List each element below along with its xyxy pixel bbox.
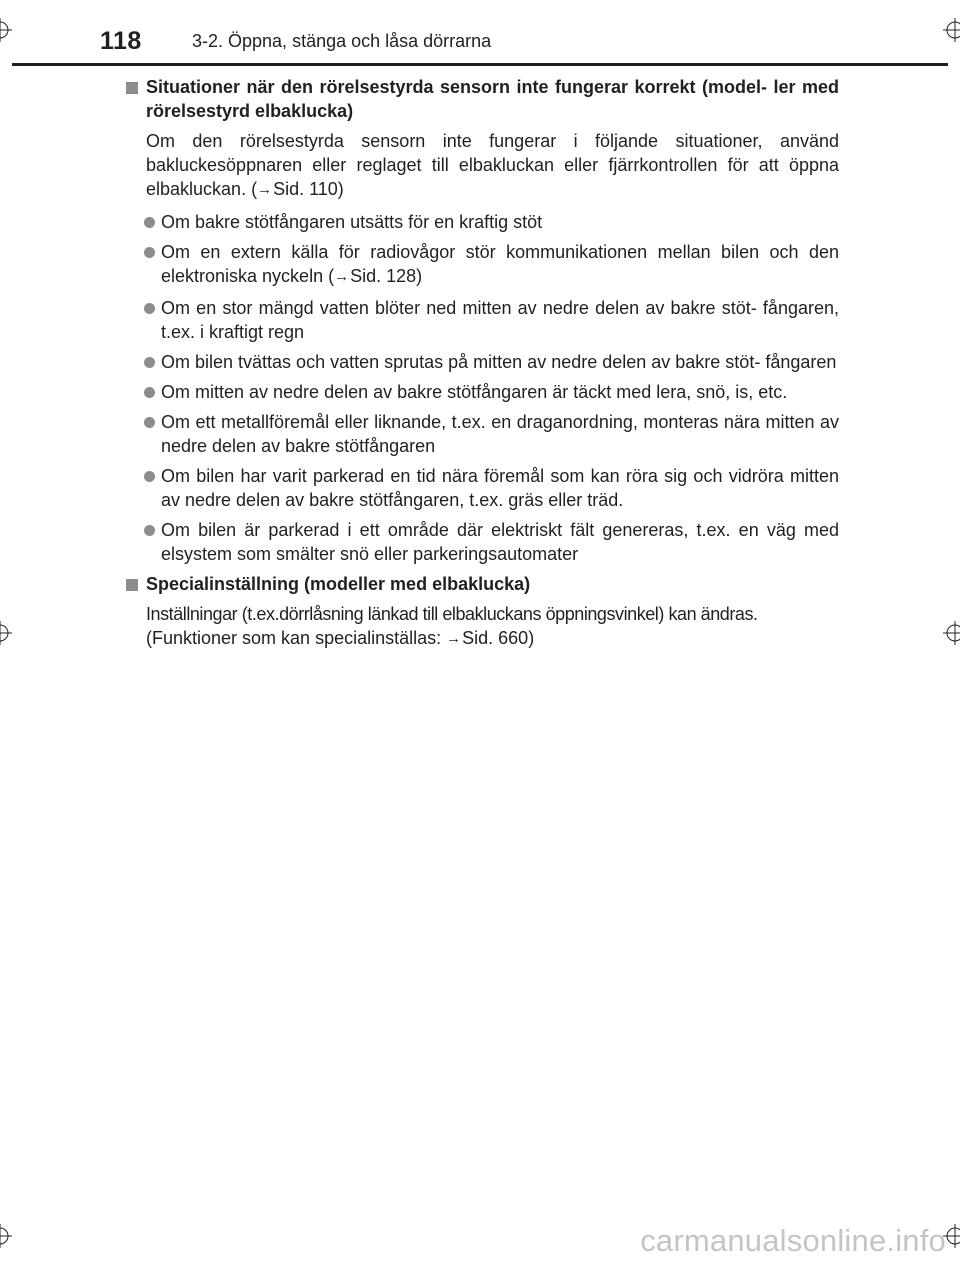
- arrow-right-icon: →: [446, 630, 462, 647]
- list-item: [125, 380, 839, 404]
- section-heading-text: Situationer när den rörelsestyrda sensorn inte fungerar korrekt (model- ler med rörelsestyrd elbaklucka): [146, 77, 839, 121]
- dot-bullet-icon: [144, 471, 155, 482]
- list-item: [125, 240, 839, 290]
- dot-bullet-icon: [144, 387, 155, 398]
- arrow-right-icon: →: [257, 181, 273, 198]
- list-item: [125, 410, 839, 458]
- registration-mark-icon: [0, 621, 12, 645]
- list-item-text: Om en stor mängd vatten blöter ned mitten av nedre delen av bakre stöt- fångaren, t.ex. i kraftigt regn: [161, 298, 839, 342]
- list-item-text: Om bakre stötfångaren utsätts för en kraftig stöt: [161, 212, 543, 232]
- page-reference-link[interactable]: Sid. 128): [350, 266, 423, 286]
- page-reference-link[interactable]: Sid. 110): [273, 179, 344, 199]
- dot-bullet-icon: [144, 525, 155, 536]
- section-heading: [125, 75, 839, 123]
- list-item-text: Om ett metallföremål eller liknande, t.ex. en draganordning, monteras nära mitten av nedre delen av bakre stötfångaren: [161, 412, 839, 456]
- list-item: [125, 464, 839, 512]
- list-item: [125, 296, 839, 344]
- section-heading: [125, 572, 839, 596]
- list-item-text: Om en extern källa för radiovågor stör kommunikationen mellan bilen och den elektroniska nyckeln (: [161, 242, 839, 286]
- list-item-text: Om mitten av nedre delen av bakre stötfångaren är täckt med lera, snö, is, etc.: [161, 382, 788, 402]
- customization-reference-line: [146, 626, 839, 652]
- intro-text: Om den rörelsestyrda sensorn inte fungerar i följande situationer, använd bakluckesöppnaren eller reglaget till elbakluckan eller fjärrkontrollen för att öppna elbakluckan. (: [146, 131, 839, 199]
- dot-bullet-icon: [144, 417, 155, 428]
- list-item-text: Om bilen tvättas och vatten sprutas på mitten av nedre delen av bakre stöt- fångaren: [161, 352, 837, 372]
- list-item-text: Om bilen är parkerad i ett område där elektriskt fält genereras, t.ex. en väg med elsystem som smälter snö eller parkeringsautomater: [161, 520, 839, 564]
- registration-mark-icon: [943, 621, 960, 645]
- list-item: [125, 518, 839, 566]
- section-sensor-issues: [125, 75, 839, 566]
- section-intro: [125, 129, 839, 203]
- list-item: [125, 350, 839, 374]
- registration-mark-icon: [0, 1224, 12, 1248]
- condition-list: [125, 210, 839, 566]
- square-bullet-icon: [126, 579, 138, 591]
- section-body: [125, 602, 839, 652]
- watermark: carmanualsonline.info: [640, 1223, 946, 1258]
- header-divider: [12, 63, 948, 66]
- dot-bullet-icon: [144, 303, 155, 314]
- dot-bullet-icon: [144, 217, 155, 228]
- page-number: 118: [100, 27, 142, 55]
- arrow-right-icon: →: [334, 268, 350, 285]
- section-title: 3-2. Öppna, stänga och låsa dörrarna: [192, 31, 492, 51]
- customization-reference-text: (Funktioner som kan specialinställas:: [146, 628, 447, 648]
- dot-bullet-icon: [144, 357, 155, 368]
- customization-text: Inställningar (t.ex.dörrlåsning länkad till elbakluckans öppningsvinkel) kan ändras.: [146, 604, 758, 624]
- section-customization: [125, 572, 839, 652]
- list-item: [125, 210, 839, 234]
- page-reference-link[interactable]: Sid. 660): [462, 628, 535, 648]
- page-content: [125, 75, 839, 659]
- list-item-text: Om bilen har varit parkerad en tid nära föremål som kan röra sig och vidröra mitten av nedre delen av bakre stötfångaren, t.ex. gräs eller träd.: [161, 466, 839, 510]
- dot-bullet-icon: [144, 247, 155, 258]
- square-bullet-icon: [126, 82, 138, 94]
- section-heading-text: Specialinställning (modeller med elbaklucka): [146, 574, 531, 594]
- page-header: [0, 0, 960, 70]
